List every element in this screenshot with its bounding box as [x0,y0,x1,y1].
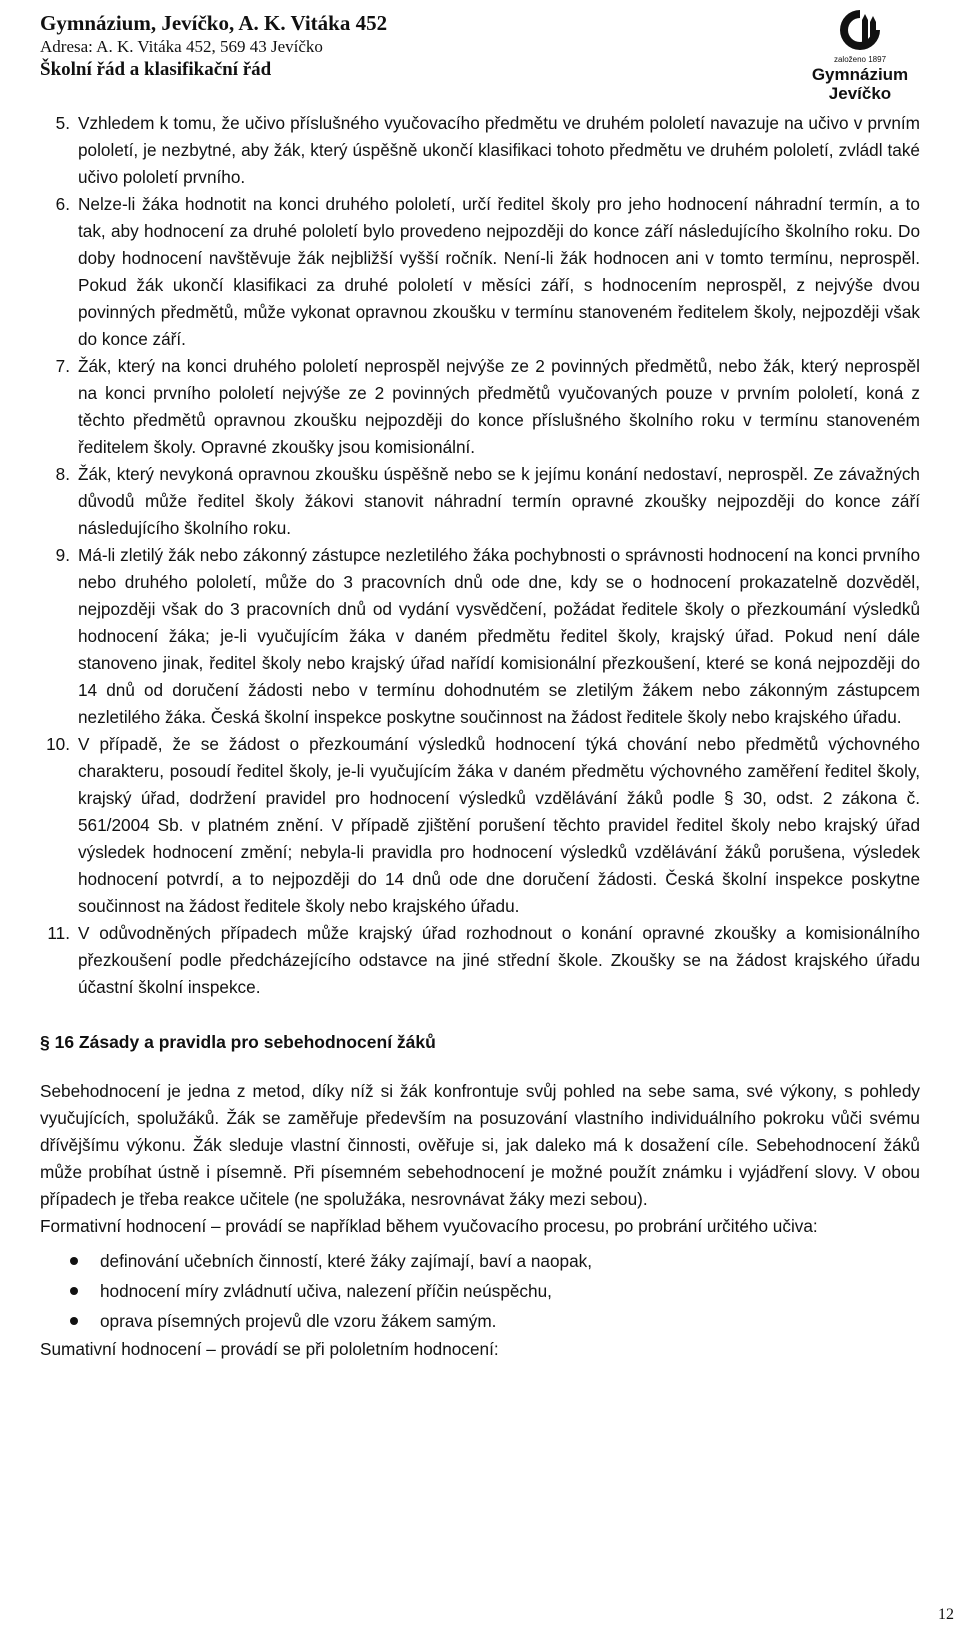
bullet-text: oprava písemných projevů dle vzoru žákem samým. [100,1311,497,1331]
logo-established: založeno 1897 [833,55,887,64]
list-item [40,461,920,542]
item-number: 9. [55,545,70,565]
bullet-list [40,1246,920,1336]
bullet-icon [70,1287,78,1295]
school-logo [800,8,920,103]
list-item [40,731,920,920]
header-text [40,10,387,82]
bullet-item [40,1246,920,1276]
page-content [40,110,920,1363]
list-item [40,542,920,731]
item-text: Nelze-li žáka hodnotit na konci druhého pololetí, určí ředitel školy pro jeho hodnocení náhradní termín, a to tak, aby hodnocení za druhé pololetí bylo provedeno nejpozději do konce září následujícího školního roku. Do doby hodnocení navštěvuje žák nejbližší vyšší ročník. Není-li žák hodnocen ani v tomto termínu, neprospěl. Pokud žák ukončí klasifikaci za druhé pololetí v měsíci září, s hodnocením neprospěl, z nejvýše dvou povinných předmětů, může vykonat opravnou zkoušku v termínu stanoveném ředitelem školy, nejpozději však do konce září. [78,194,920,349]
bullet-item [40,1306,920,1336]
paragraph-summative: Sumativní hodnocení – provádí se při pololetním hodnocení: [40,1339,499,1359]
list-item [40,191,920,353]
item-number: 11. [47,923,70,943]
school-name: Gymnázium, Jevíčko, A. K. Vitáka 452 [40,11,388,35]
list-item [40,920,920,1001]
bullet-text: definování učebních činností, které žáky zajímají, baví a naopak, [100,1251,593,1271]
item-text: Vzhledem k tomu, že učivo příslušného vyučovacího předmětu ve druhém pololetí navazuje na učivo v prvním pololetí, je nezbytné, aby žák, který úspěšně ukončí klasifikaci tohoto předmětu ve druhém pololetí, zvládl také učivo pololetí prvního. [78,113,920,187]
section-heading: § 16 Zásady a pravidla pro sebehodnocení žáků [40,1032,436,1052]
paragraph-self-assessment: Sebehodnocení je jedna z metod, díky níž si žák konfrontuje svůj pohled na sebe sama, své výkony, s pohledy vyučujících, spolužáků. Žák se zaměřuje především na posuzování vlastního individuálního pokroku vůči svému dřívějšímu výkonu. Žák sleduje vlastní činnosti, ověřuje si, jak daleko má k dosažení cíle. Sebehodnocení žáků může probíhat ústně i písemně. Při písemném sebehodnocení je možné použít známku i vyjádření slovy. V obou případech je třeba reakce učitele (ne spolužáka, nesrovnávat žáky mezi sebou). [40,1081,920,1209]
numbered-list [40,110,920,1001]
list-item [40,110,920,191]
school-emblem-icon [836,8,884,50]
item-number: 5. [55,113,70,133]
page-header [40,8,920,103]
logo-name-line2: Jevíčko [828,84,892,103]
page-number: 12 [938,1606,954,1623]
bullet-text: hodnocení míry zvládnutí učiva, nalezení příčin neúspěchu, [100,1281,552,1301]
document-title: Školní řád a klasifikační řád [40,59,272,80]
item-text: V odůvodněných případech může krajský úřad rozhodnout o konání opravné zkoušky a komisionálního přezkoušení podle předcházejícího odstavce na jiné střední škole. Zkoušky se na žádost krajského úřadu účastní školní inspekce. [78,923,920,997]
paragraph-formative: Formativní hodnocení – provádí se například během vyučovacího procesu, po probrání určitého učiva: [40,1216,818,1236]
item-number: 10. [46,734,70,754]
bullet-item [40,1276,920,1306]
school-address: Adresa: A. K. Vitáka 452, 569 43 Jevíčko [40,37,323,56]
list-item [40,353,920,461]
item-text: Má-li zletilý žák nebo zákonný zástupce nezletilého žáka pochybnosti o správnosti hodnocení na konci prvního nebo druhého pololetí, může do 3 pracovních dnů ode dne, kdy se o hodnocení prokazatelně dozvěděl, nejpozději však do 3 pracovních dnů od vydání vysvědčení, požádat ředitele školy o přezkoumání výsledků hodnocení žáka; je-li vyučujícím žáka v daném předmětu ředitel školy, krajský úřad. Pokud není dále stanoveno jinak, ředitel školy nebo krajský úřad nařídí komisionální přezkoušení, které se koná nejpozději do 14 dnů od doručení žádosti nebo v termínu dohodnutém se zletilým žákem nebo zákonným zástupcem nezletilého žáka. Česká školní inspekce poskytne součinnost na žádost ředitele školy nebo krajského úřadu. [78,545,920,727]
bullet-icon [70,1257,78,1265]
item-text: V případě, že se žádost o přezkoumání výsledků hodnocení týká chování nebo předmětů výchovného charakteru, posoudí ředitel školy, je-li vyučujícím žáka v daném předmětu výchovného zaměření ředitel školy, krajský úřad, dodržení pravidel pro hodnocení výsledků vzdělávání žáků podle § 30, odst. 2 zákona č. 561/2004 Sb. v platném znění. V případě zjištění porušení těchto pravidel ředitel školy nebo krajský úřad výsledek hodnocení změní; nebyla-li pravidla pro hodnocení výsledků vzdělávání žáků porušena, výsledek hodnocení potvrdí, a to nejpozději do 14 dnů ode dne doručení žádosti. Česká školní inspekce poskytne součinnost na žádost ředitele školy nebo krajského úřadu. [78,734,920,916]
item-text: Žák, který na konci druhého pololetí neprospěl nejvýše ze 2 povinných předmětů, nebo žák, který neprospěl na konci prvního pololetí nejvýše ze 2 povinných předmětů vyučovaných pouze v prvním pololetí, koná z těchto předmětů opravnou zkoušku nejpozději do konce příslušného školního roku v termínu stanoveném ředitelem školy. Opravné zkoušky jsou komisionální. [78,356,920,457]
item-number: 6. [55,194,70,214]
item-text: Žák, který nevykoná opravnou zkoušku úspěšně nebo se k jejímu konání nedostaví, neprospěl. Ze závažných důvodů může ředitel školy žákovi stanovit náhradní termín opravné zkoušky nejpozději do konce září následujícího školního roku. [78,464,920,538]
logo-name-line1: Gymnázium [811,65,909,84]
item-number: 7. [55,356,70,376]
bullet-icon [70,1317,78,1325]
item-number: 8. [55,464,70,484]
